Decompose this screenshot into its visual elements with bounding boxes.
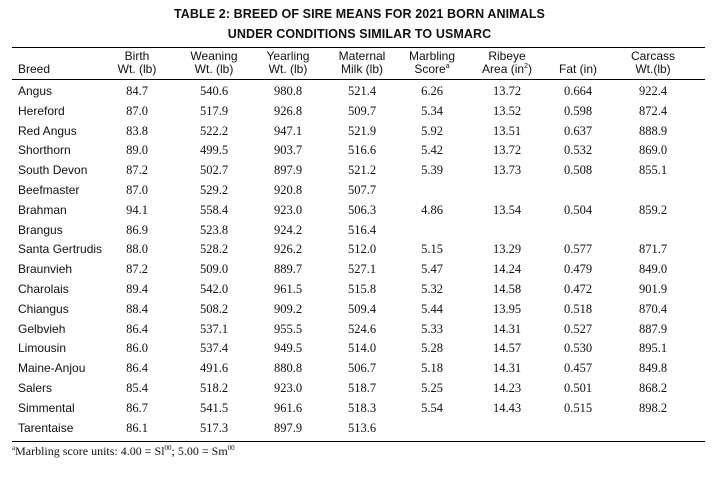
cell-weaning: 508.2 — [199, 301, 229, 316]
table-row — [0, 379, 719, 398]
table-row — [0, 260, 719, 279]
cell-weaning: 491.6 — [199, 361, 229, 376]
cell-ribeye: 13.72 — [492, 84, 522, 98]
cell-birth: 85.4 — [126, 381, 148, 395]
cell-maternal: 524.6 — [347, 321, 377, 336]
cell-birth: 87.0 — [126, 183, 148, 197]
cell-birth: 89.4 — [126, 282, 148, 296]
cell-fat: 0.532 — [563, 143, 593, 158]
cell-yearling: 897.9 — [273, 163, 303, 178]
cell-marbling: 5.39 — [421, 163, 443, 178]
cell-carcass: 922.4 — [638, 84, 668, 98]
cell-weaning: 540.6 — [199, 84, 229, 98]
cell-yearling: 949.5 — [273, 341, 303, 356]
cell-birth: 86.9 — [126, 222, 148, 237]
header-ribeye-line1: Ribeye — [488, 49, 526, 63]
cell-yearling: 889.7 — [273, 262, 303, 277]
cell-maternal: 507.7 — [347, 183, 377, 197]
header-yearling-line1: Yearling — [266, 49, 310, 63]
cell-ribeye: 14.23 — [492, 381, 522, 395]
cell-fat: 0.637 — [563, 123, 593, 138]
header-ribeye-area-text: Area (in — [482, 62, 525, 76]
cell-weaning: 537.1 — [199, 321, 229, 336]
cell-ribeye: 13.54 — [492, 202, 522, 217]
cell-marbling: 6.26 — [421, 84, 443, 98]
header-weaning-wt — [184, 50, 244, 76]
table-row — [0, 122, 719, 141]
header-breed: Breed — [18, 62, 51, 76]
cell-maternal: 509.7 — [347, 103, 377, 118]
cell-maternal: 512.0 — [347, 242, 377, 257]
header-maternal-line1: Maternal — [338, 49, 386, 63]
cell-ribeye: 14.31 — [492, 321, 522, 336]
cell-yearling: 903.7 — [273, 143, 303, 158]
cell-weaning: 523.8 — [199, 222, 229, 237]
cell-marbling: 5.25 — [421, 381, 443, 395]
cell-birth: 84.7 — [126, 84, 148, 98]
cell-ribeye: 14.31 — [492, 361, 522, 376]
cell-ribeye: 14.58 — [492, 282, 522, 296]
header-yearling-wt — [258, 50, 318, 76]
cell-maternal: 509.4 — [347, 301, 377, 316]
cell-yearling: 897.9 — [273, 420, 303, 435]
cell-weaning: 558.4 — [199, 202, 229, 217]
table-row — [0, 359, 719, 378]
cell-breed: Shorthorn — [18, 143, 71, 158]
cell-marbling: 5.44 — [421, 301, 443, 316]
cell-birth: 88.0 — [126, 242, 148, 257]
cell-breed: Brahman — [18, 202, 67, 217]
cell-maternal: 521.9 — [347, 123, 377, 138]
cell-weaning: 499.5 — [199, 143, 229, 158]
cell-breed: Limousin — [18, 341, 67, 356]
cell-ribeye: 14.43 — [492, 400, 522, 415]
cell-birth: 94.1 — [126, 202, 148, 217]
table-row — [0, 419, 719, 438]
cell-birth: 86.1 — [126, 420, 148, 435]
cell-yearling: 980.8 — [273, 84, 303, 98]
table-row — [0, 280, 719, 299]
cell-breed: Charolais — [18, 282, 69, 296]
header-ribeye-line2 — [474, 63, 540, 76]
header-marbling-line2 — [402, 63, 462, 76]
cell-marbling: 5.47 — [421, 262, 443, 277]
cell-maternal: 527.1 — [347, 262, 377, 277]
header-fat: Fat (in) — [558, 62, 597, 76]
cell-breed: Gelbvieh — [18, 321, 66, 336]
header-weaning-line2: Wt. (lb) — [194, 62, 234, 76]
cell-ribeye: 14.57 — [492, 341, 522, 356]
cell-yearling: 920.8 — [273, 183, 303, 197]
cell-weaning: 518.2 — [199, 381, 229, 395]
table-row — [0, 102, 719, 121]
cell-yearling: 961.5 — [273, 282, 303, 296]
cell-breed: Red Angus — [18, 123, 77, 138]
cell-weaning: 522.2 — [199, 123, 229, 138]
cell-yearling: 923.0 — [273, 381, 303, 395]
cell-ribeye: 13.95 — [492, 301, 522, 316]
cell-birth: 88.4 — [126, 301, 148, 316]
cell-breed: Beefmaster — [18, 183, 80, 197]
cell-fat: 0.472 — [563, 282, 593, 296]
cell-maternal: 514.0 — [347, 341, 377, 356]
footnote-mark: a — [12, 444, 16, 452]
cell-birth: 87.2 — [126, 163, 148, 178]
cell-breed: Angus — [18, 84, 53, 98]
cell-carcass: 887.9 — [638, 321, 668, 336]
cell-carcass: 869.0 — [638, 143, 668, 158]
cell-marbling: 5.18 — [421, 361, 443, 376]
cell-maternal: 516.4 — [347, 222, 377, 237]
cell-marbling: 5.15 — [421, 242, 443, 257]
cell-marbling: 5.34 — [421, 103, 443, 118]
cell-yearling: 923.0 — [273, 202, 303, 217]
cell-breed: South Devon — [18, 163, 88, 178]
cell-ribeye: 13.51 — [492, 123, 522, 138]
table-row — [0, 201, 719, 220]
cell-weaning: 528.2 — [199, 242, 229, 257]
cell-breed: Hereford — [18, 103, 65, 118]
cell-yearling: 924.2 — [273, 222, 303, 237]
header-carcass-line2: Wt.(lb) — [635, 62, 671, 76]
cell-carcass: 888.9 — [638, 123, 668, 138]
cell-maternal: 513.6 — [347, 420, 377, 435]
footnote-text-2: ; 5.00 = Sm — [171, 444, 228, 458]
header-yearling-line2: Wt. (lb) — [268, 62, 308, 76]
cell-marbling: 5.28 — [421, 341, 443, 356]
cell-yearling: 955.5 — [273, 321, 303, 336]
cell-breed: Salers — [18, 381, 53, 395]
cell-yearling: 926.2 — [273, 242, 303, 257]
table-row — [0, 82, 719, 101]
header-weaning-line1: Weaning — [190, 49, 238, 63]
cell-carcass: 872.4 — [638, 103, 668, 118]
header-birth-wt — [112, 50, 162, 76]
header-ribeye-area — [474, 50, 540, 76]
header-birth-line2: Wt. (lb) — [117, 62, 157, 76]
cell-birth: 87.2 — [126, 262, 148, 277]
cell-fat: 0.527 — [563, 321, 593, 336]
cell-yearling: 880.8 — [273, 361, 303, 376]
cell-fat: 0.501 — [563, 381, 593, 395]
cell-carcass: 868.2 — [638, 381, 668, 395]
cell-fat: 0.504 — [563, 202, 593, 217]
header-marbling-score-text: Score — [414, 62, 446, 76]
table-row — [0, 240, 719, 259]
cell-carcass: 849.0 — [638, 262, 668, 277]
cell-ribeye: 13.29 — [492, 242, 522, 257]
top-rule — [12, 47, 705, 48]
table-row — [0, 339, 719, 358]
header-ribeye-exponent: 2 — [524, 63, 528, 70]
table-title-line-2: UNDER CONDITIONS SIMILAR TO USMARC — [227, 27, 492, 41]
cell-fat: 0.479 — [563, 262, 593, 277]
cell-marbling: 5.42 — [421, 143, 443, 158]
cell-fat: 0.598 — [563, 103, 593, 118]
cell-fat: 0.577 — [563, 242, 593, 257]
cell-carcass: 870.4 — [638, 301, 668, 316]
cell-maternal: 506.3 — [347, 202, 377, 217]
cell-maternal: 506.7 — [347, 361, 377, 376]
cell-weaning: 509.0 — [199, 262, 229, 277]
cell-birth: 86.4 — [126, 321, 148, 336]
cell-breed: Santa Gertrudis — [18, 242, 103, 257]
cell-marbling: 4.86 — [421, 202, 443, 217]
cell-breed: Maine-Anjou — [18, 361, 86, 376]
bottom-rule — [12, 441, 705, 442]
cell-marbling: 5.33 — [421, 321, 443, 336]
header-marbling-line1: Marbling — [408, 49, 456, 63]
header-marbling-score — [402, 50, 462, 76]
cell-breed: Chiangus — [18, 301, 69, 316]
cell-maternal: 516.6 — [347, 143, 377, 158]
header-ribeye-close: ) — [527, 62, 532, 76]
cell-weaning: 502.7 — [199, 163, 229, 178]
cell-carcass: 871.7 — [638, 242, 668, 257]
table-row — [0, 221, 719, 240]
header-rule — [12, 79, 705, 80]
cell-birth: 86.4 — [126, 361, 148, 376]
cell-breed: Brangus — [18, 222, 63, 237]
cell-ribeye: 13.73 — [492, 163, 522, 178]
cell-maternal: 518.3 — [347, 400, 377, 415]
cell-weaning: 517.3 — [199, 420, 229, 435]
cell-carcass: 895.1 — [638, 341, 668, 356]
footnote — [12, 444, 235, 459]
cell-ribeye: 13.72 — [492, 143, 522, 158]
cell-yearling: 947.1 — [273, 123, 303, 138]
cell-weaning: 542.0 — [199, 282, 229, 296]
header-marbling-footnote-mark: a — [445, 63, 450, 70]
table-row — [0, 320, 719, 339]
footnote-text-1: Marbling score units: 4.00 = Sl — [15, 444, 165, 458]
cell-yearling: 909.2 — [273, 301, 303, 316]
cell-fat: 0.515 — [563, 400, 593, 415]
cell-breed: Simmental — [18, 400, 75, 415]
cell-marbling: 5.32 — [421, 282, 443, 296]
header-carcass-line1: Carcass — [630, 49, 675, 63]
cell-fat: 0.530 — [563, 341, 593, 356]
footnote-sup-2: 00 — [227, 444, 235, 452]
footnote-sup-1: 00 — [164, 444, 172, 452]
header-maternal-line2: Milk (lb) — [341, 62, 383, 76]
cell-yearling: 961.6 — [273, 400, 303, 415]
cell-marbling: 5.92 — [421, 123, 443, 138]
table-row — [0, 300, 719, 319]
header-maternal-milk — [330, 50, 394, 76]
cell-weaning: 529.2 — [199, 183, 229, 197]
cell-carcass: 855.1 — [638, 163, 668, 178]
header-birth-line1: Birth — [124, 49, 150, 63]
cell-marbling: 5.54 — [421, 400, 443, 415]
table-title-line-1: TABLE 2: BREED OF SIRE MEANS FOR 2021 BORN ANIMALS — [173, 7, 545, 21]
cell-weaning: 541.5 — [199, 400, 229, 415]
table-row — [0, 161, 719, 180]
cell-birth: 86.0 — [126, 341, 148, 356]
table-row — [0, 399, 719, 418]
cell-weaning: 537.4 — [199, 341, 229, 356]
cell-carcass: 898.2 — [638, 400, 668, 415]
cell-fat: 0.457 — [563, 361, 593, 376]
cell-maternal: 521.4 — [347, 84, 377, 98]
table-row — [0, 141, 719, 160]
cell-breed: Tarentaise — [18, 420, 74, 435]
cell-fat: 0.664 — [563, 84, 593, 98]
cell-carcass: 901.9 — [638, 282, 668, 296]
cell-maternal: 521.2 — [347, 163, 377, 178]
cell-weaning: 517.9 — [199, 103, 229, 118]
cell-breed: Braunvieh — [18, 262, 73, 277]
cell-fat: 0.508 — [563, 163, 593, 178]
cell-birth: 87.0 — [126, 103, 148, 118]
cell-fat: 0.518 — [563, 301, 593, 316]
header-carcass-wt — [618, 50, 688, 76]
cell-yearling: 926.8 — [273, 103, 303, 118]
cell-carcass: 849.8 — [638, 361, 668, 376]
cell-birth: 86.7 — [126, 400, 148, 415]
cell-maternal: 518.7 — [347, 381, 377, 395]
cell-maternal: 515.8 — [347, 282, 377, 296]
table-row — [0, 181, 719, 200]
cell-carcass: 859.2 — [638, 202, 668, 217]
cell-birth: 83.8 — [126, 123, 148, 138]
cell-ribeye: 14.24 — [492, 262, 522, 277]
cell-ribeye: 13.52 — [492, 103, 522, 118]
cell-birth: 89.0 — [126, 143, 148, 158]
